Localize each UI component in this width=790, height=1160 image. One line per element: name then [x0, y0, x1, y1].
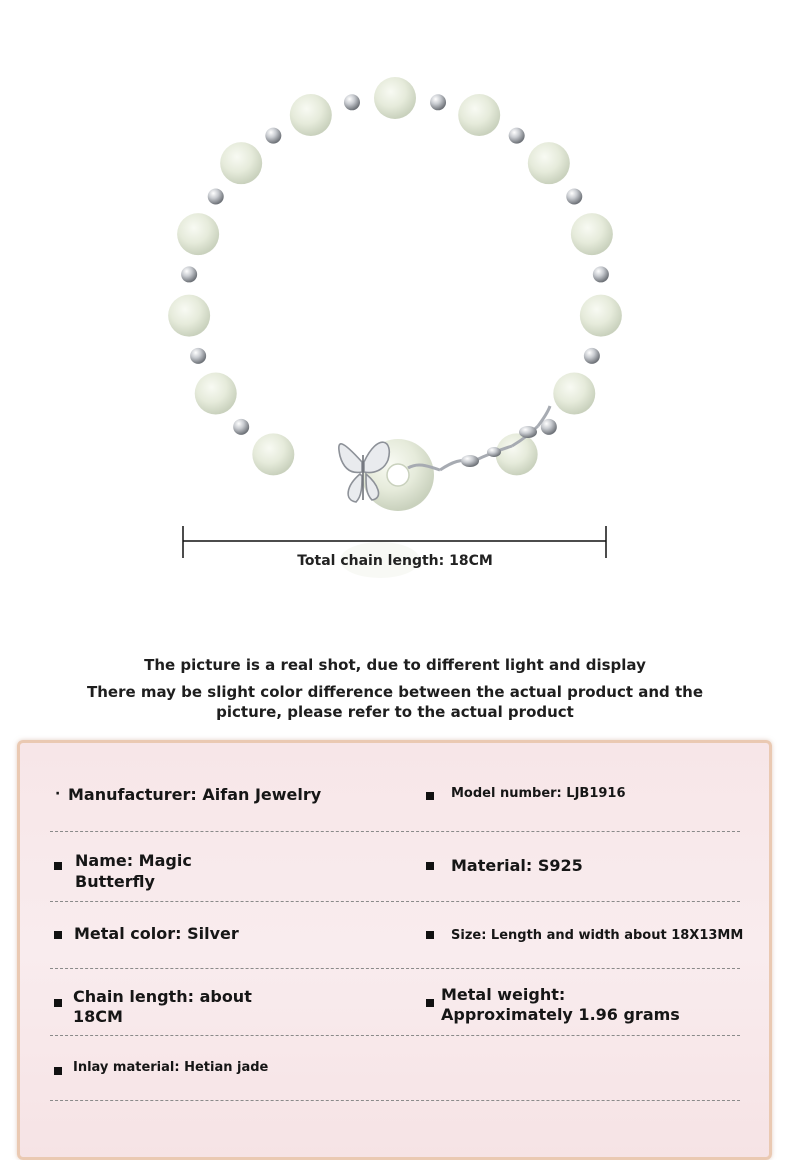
bullet-square-icon — [54, 862, 62, 870]
bullet-square-icon — [426, 792, 434, 800]
spec-chain-length-line1: Chain length: about — [73, 987, 252, 1006]
spec-material: Material: S925 — [451, 856, 583, 875]
bullet-square-icon — [54, 931, 62, 939]
spec-name-line2: Butterfly — [75, 872, 155, 891]
bullet-square-icon — [54, 999, 62, 1007]
spec-size: Size: Length and width about 18X13MM — [451, 928, 744, 943]
jade-bead — [168, 295, 210, 337]
total-length-label: Total chain length: 18CM — [297, 553, 493, 569]
row-divider — [50, 968, 740, 969]
silver-bead — [509, 128, 525, 144]
row-divider — [50, 1100, 740, 1101]
spec-manufacturer: Manufacturer: Aifan Jewelry — [68, 785, 322, 804]
silver-bead — [584, 348, 600, 364]
silver-bead — [233, 419, 249, 435]
silver-bead — [190, 348, 206, 364]
jade-bead — [177, 213, 219, 255]
notice-line-3: picture, please refer to the actual product — [216, 703, 574, 721]
notice-line-2: There may be slight color difference between the actual product and the — [86, 683, 704, 701]
jade-bead — [195, 373, 237, 415]
bead-ring — [168, 77, 622, 475]
spec-chain-length-line2: 18CM — [73, 1007, 123, 1026]
spec-name-line1: Name: Magic — [75, 851, 192, 870]
bullet-dot: · — [55, 786, 61, 802]
bullet-square-icon — [426, 862, 434, 870]
jade-bead — [458, 94, 500, 136]
jade-bead — [571, 213, 613, 255]
jade-bead — [290, 94, 332, 136]
spec-metal-weight-line2: Approximately 1.96 grams — [441, 1005, 680, 1024]
row-divider — [50, 901, 740, 902]
silver-bead — [593, 266, 609, 282]
spec-metal-color: Metal color: Silver — [74, 924, 239, 943]
jade-bead — [496, 433, 538, 475]
bullet-square-icon — [426, 999, 434, 1007]
jade-bead — [252, 433, 294, 475]
jade-bead — [220, 142, 262, 184]
spec-model-number: Model number: LJB1916 — [451, 786, 626, 801]
silver-bead — [265, 128, 281, 144]
silver-bead — [430, 94, 446, 110]
row-divider — [50, 831, 740, 832]
bullet-square-icon — [54, 1067, 62, 1075]
silver-bead — [344, 94, 360, 110]
jade-bead — [374, 77, 416, 119]
silver-bead — [208, 189, 224, 205]
notice-line-1: The picture is a real shot, due to different light and display — [144, 656, 646, 674]
jade-bead — [580, 295, 622, 337]
bullet-square-icon — [426, 931, 434, 939]
silver-bead — [566, 189, 582, 205]
spec-inlay-material: Inlay material: Hetian jade — [73, 1060, 269, 1075]
jade-bead — [528, 142, 570, 184]
row-divider — [50, 1035, 740, 1036]
silver-bead — [181, 266, 197, 282]
spec-metal-weight-line1: Metal weight: — [441, 985, 566, 1004]
jade-bead — [553, 373, 595, 415]
